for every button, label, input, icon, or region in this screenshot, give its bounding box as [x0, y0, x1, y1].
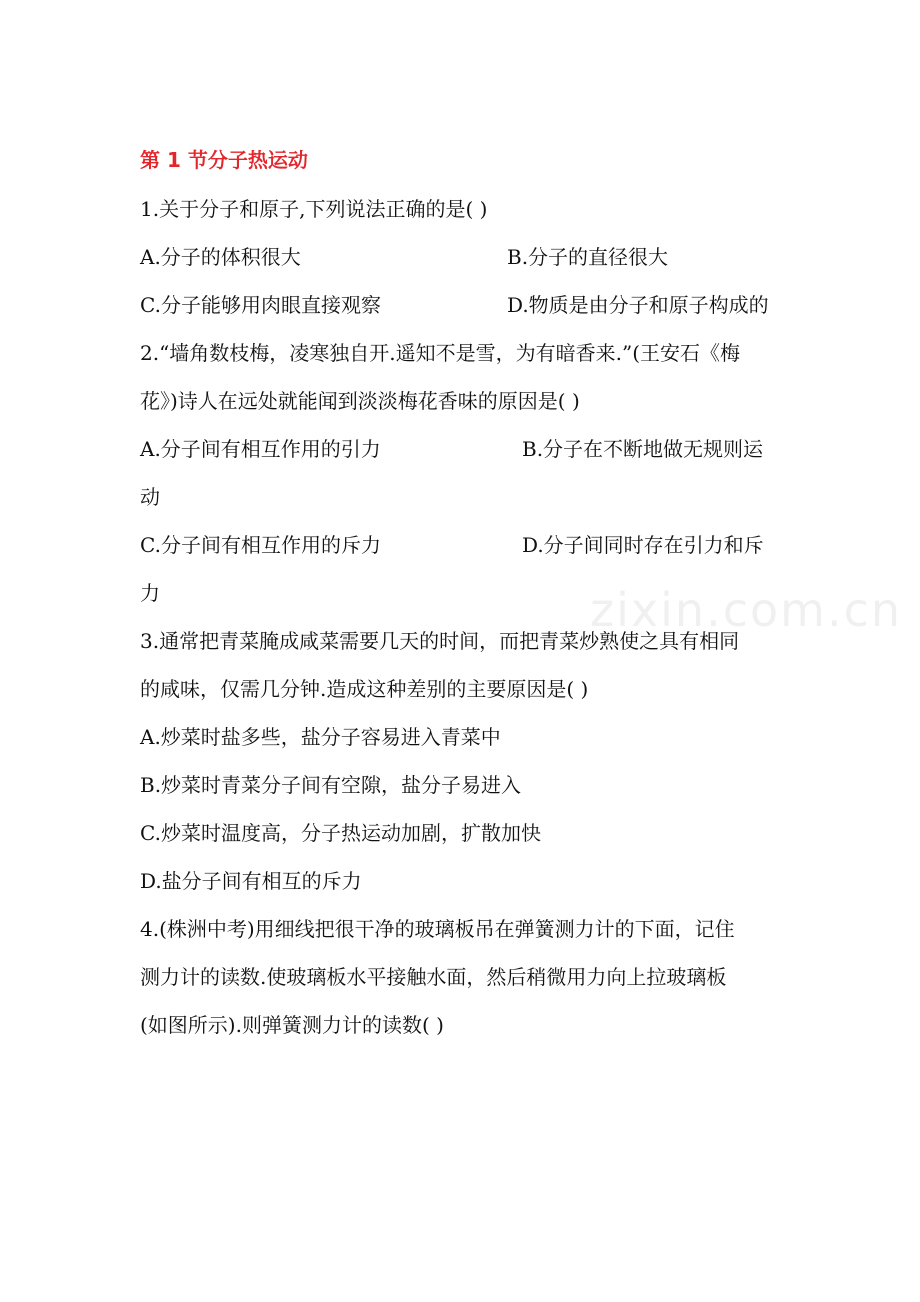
q1-option-a: A.分子的体积很大: [140, 245, 301, 269]
q2-option-b: B.分子在不断地做无规则运: [522, 437, 764, 461]
q1-option-b: B.分子的直径很大: [507, 245, 669, 269]
section-title: 第 1 节分子热运动: [140, 148, 308, 172]
q3-option-d: D.盐分子间有相互的斥力: [140, 869, 362, 893]
q1-stem: 1.关于分子和原子,下列说法正确的是( ): [140, 197, 488, 221]
q4-stem-line3: (如图所示).则弹簧测力计的读数( ): [140, 1013, 444, 1037]
q4-stem-line2: 测力计的读数.使玻璃板水平接触水面，然后稍微用力向上拉玻璃板: [140, 965, 727, 989]
q2-option-c: C.分子间有相互作用的斥力: [140, 533, 381, 557]
q1-option-c: C.分子能够用肉眼直接观察: [140, 293, 381, 317]
q2-stem-line2: 花》)诗人在远处就能闻到淡淡梅花香味的原因是( ): [140, 389, 580, 413]
watermark: zixin.com.cn: [590, 583, 903, 637]
q2-stem-line1: 2.“墙角数枝梅，凌寒独自开.遥知不是雪，为有暗香来.”(王安石《梅: [140, 341, 741, 365]
q4-stem-line1: 4.(株洲中考)用细线把很干净的玻璃板吊在弹簧测力计的下面，记住: [140, 917, 735, 941]
q2-option-b-wrap: 动: [140, 485, 160, 509]
q3-stem-line1: 3.通常把青菜腌成咸菜需要几天的时间，而把青菜炒熟使之具有相同: [140, 629, 740, 653]
q3-option-b: B.炒菜时青菜分子间有空隙，盐分子易进入: [140, 773, 522, 797]
q2-option-a: A.分子间有相互作用的引力: [140, 437, 381, 461]
q3-option-c: C.炒菜时温度高，分子热运动加剧，扩散加快: [140, 821, 541, 845]
q1-option-d: D.物质是由分子和原子构成的: [507, 293, 769, 317]
q2-option-d: D.分子间同时存在引力和斥: [522, 533, 764, 557]
q3-stem-line2: 的咸味，仅需几分钟.造成这种差别的主要原因是( ): [140, 677, 589, 701]
q2-option-d-wrap: 力: [140, 581, 160, 605]
q3-option-a: A.炒菜时盐多些，盐分子容易进入青菜中: [140, 725, 501, 749]
